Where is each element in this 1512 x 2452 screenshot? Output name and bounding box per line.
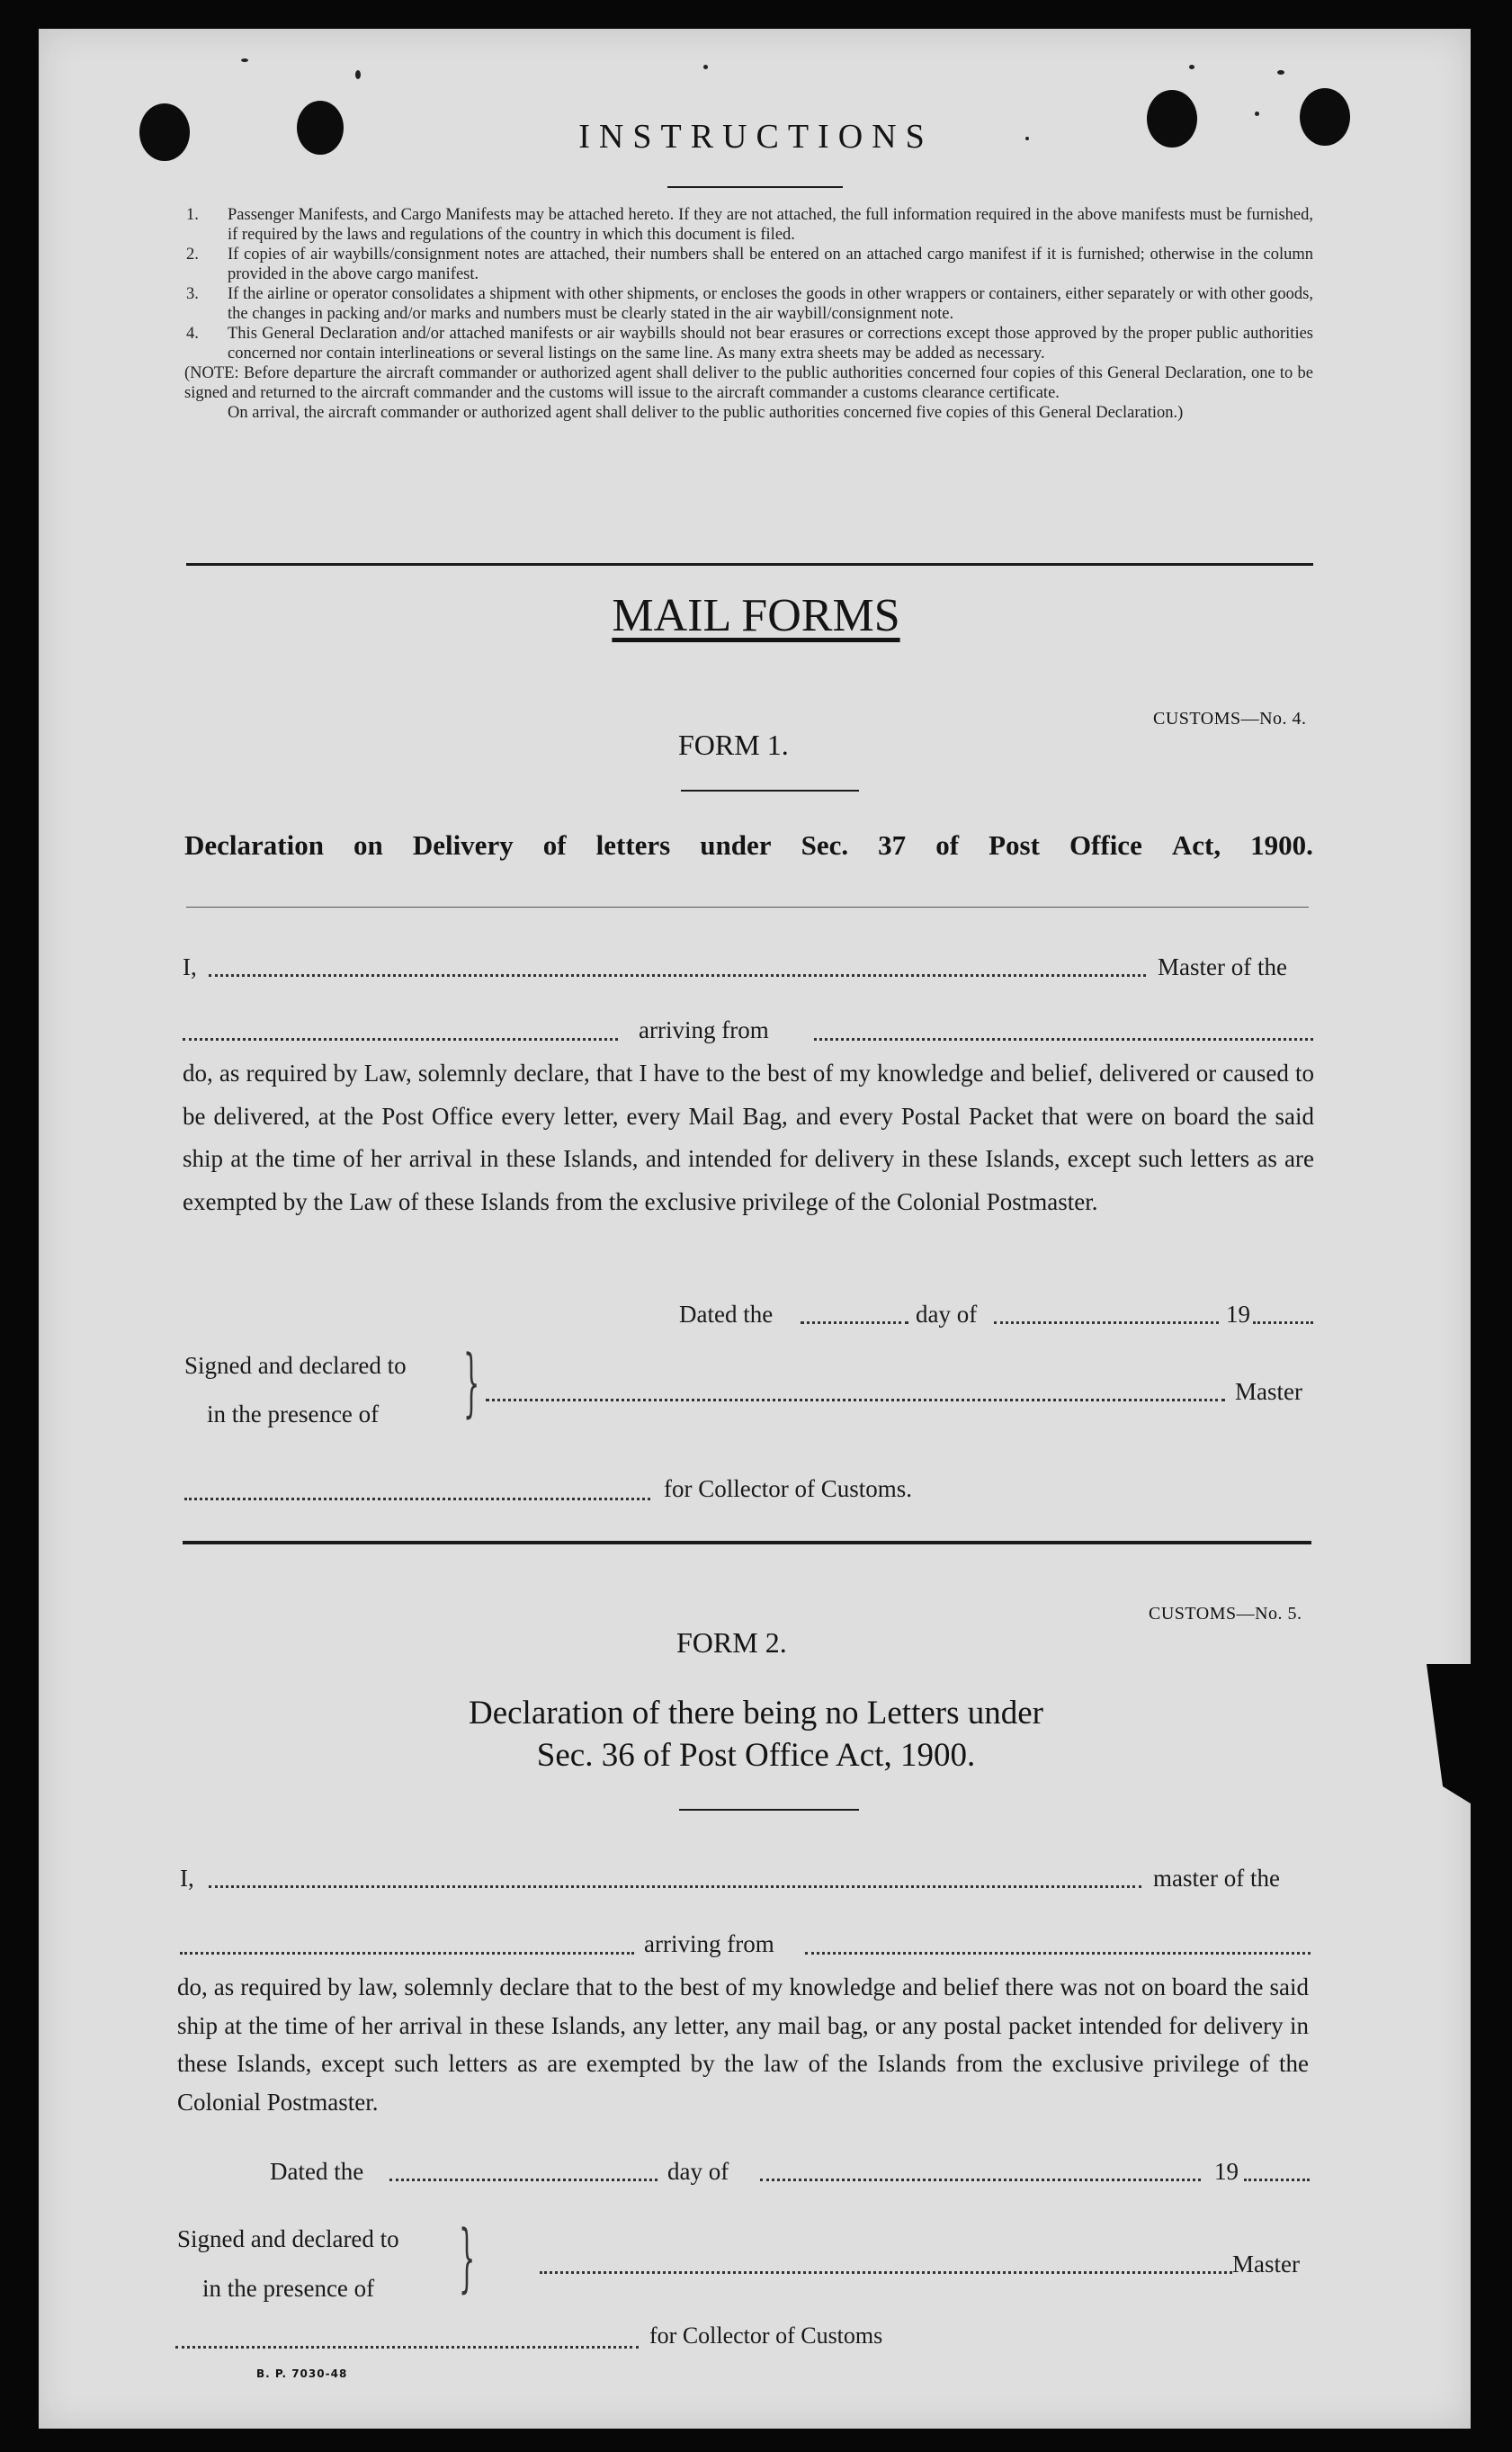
form2-day-field[interactable]	[389, 2179, 658, 2181]
speck	[241, 58, 248, 62]
form2-master-label: Master	[1232, 2251, 1300, 2277]
form1-dated-the: Dated the	[679, 1301, 774, 1328]
form2-brace: }	[459, 2215, 476, 2301]
mail-forms-title: MAIL FORMS	[612, 590, 900, 641]
form1-master-label: Master	[1235, 1378, 1302, 1405]
instructions-title: INSTRUCTIONS	[578, 118, 934, 156]
form1-heading-rule	[186, 907, 1309, 908]
form1-year-field[interactable]	[1253, 1321, 1313, 1324]
speck	[1255, 112, 1259, 116]
instructions-title-rule	[667, 186, 843, 188]
form1-ship-name-field[interactable]	[183, 1038, 618, 1041]
form1-arriving-from: arriving from	[639, 1016, 769, 1043]
form2-arriving-from: arriving from	[644, 1930, 774, 1957]
form1-title: FORM 1.	[678, 729, 789, 761]
form1-collector-field[interactable]	[184, 1498, 650, 1500]
form1-title-rule	[681, 790, 859, 792]
form1-customs-number: CUSTOMS—No. 4.	[1153, 709, 1307, 729]
form2-collector-field[interactable]	[175, 2346, 639, 2349]
form2-signature-field[interactable]	[540, 2271, 1232, 2274]
section-divider	[186, 563, 1313, 566]
form1-signature-field[interactable]	[486, 1399, 1225, 1401]
form1-i-label: I,	[183, 953, 197, 980]
form2-title: FORM 2.	[676, 1626, 787, 1659]
form1-master-of-the: Master of the	[1158, 953, 1287, 980]
form1-signed-line2: in the presence of	[207, 1401, 380, 1427]
form1-day-of: day of	[916, 1301, 978, 1328]
form2-declaration-line2: Sec. 36 of Post Office Act, 1900.	[536, 1737, 976, 1774]
form1-day-field[interactable]	[801, 1321, 908, 1324]
form2-origin-field[interactable]	[805, 1952, 1311, 1955]
form1-month-field[interactable]	[994, 1321, 1219, 1324]
footer-form-code: B. P. 7030-48	[256, 2367, 348, 2380]
form1-declaration-heading: Declaration on Delivery of letters under Sec. 37 of Post Office Act, 1900.	[184, 829, 1313, 861]
form2-declaration-line1: Declaration of there being no Letters under	[468, 1695, 1043, 1732]
form2-i-label: I,	[180, 1865, 194, 1892]
form1-signed-line1: Signed and declared to	[184, 1352, 407, 1379]
speck	[1277, 70, 1284, 75]
speck	[355, 70, 361, 79]
speck	[1189, 65, 1194, 69]
form2-signed-line1: Signed and declared to	[177, 2225, 399, 2252]
form2-signed-line2: in the presence of	[202, 2275, 375, 2302]
instruction-item: 4. This General Declaration and/or attached manifests or air waybills should not bear erasures or corrections except those approved by the proper public authorities concerned nor contain interlineations or several listings on the same line. As many extra sheets may be added as necessary.	[186, 325, 1313, 362]
instruction-item: 1. Passenger Manifests, and Cargo Manifests may be attached hereto. If they are not attached, the full information required in the above manifests must be furnished, if required by the laws and regulations of the country in which this document is filed.	[186, 206, 1313, 244]
form1-master-name-field[interactable]	[209, 974, 1146, 977]
form2-year-field[interactable]	[1244, 2179, 1310, 2181]
form2-year-prefix: 19	[1214, 2158, 1239, 2185]
instructions-list	[184, 205, 1313, 423]
instruction-item: 2. If copies of air waybills/consignment notes are attached, their numbers shall be entered on an attached cargo manifest if it is furnished; otherwise in the column provided in the above cargo manifest.	[186, 246, 1313, 283]
form2-master-of-the: master of the	[1153, 1865, 1280, 1892]
form2-ship-name-field[interactable]	[180, 1952, 634, 1955]
form1-year-prefix: 19	[1226, 1301, 1250, 1328]
form-divider	[183, 1541, 1311, 1544]
form1-collector-label: for Collector of Customs.	[664, 1475, 912, 1502]
form2-month-field[interactable]	[760, 2179, 1201, 2181]
instruction-item: 3. If the airline or operator consolidates a shipment with other shipments, or encloses the goods in other wrappers or containers, either separately or with other goods, the changes in packing and/or marks and numbers must be clearly stated in the air waybill/consignment note.	[186, 285, 1313, 323]
form1-declaration-paragraph: do, as required by Law, solemnly declare, that I have to the best of my knowledge and belief, delivered or caused to be delivered, at the Post Office every letter, every Mail Bag, and every Postal Packet that were on board the said ship at the time of her arrival in these Islands, and intended for delivery in these Islands, except such letters as are exempted by the Law of these Islands from the exclusive privilege of the Colonial Postmaster.	[183, 1060, 1314, 1215]
form2-customs-number: CUSTOMS—No. 5.	[1149, 1604, 1302, 1624]
form1-origin-field[interactable]	[814, 1038, 1313, 1041]
form2-title-rule	[679, 1809, 859, 1811]
form1-brace: }	[463, 1340, 480, 1426]
form2-declaration-paragraph: do, as required by law, solemnly declare that to the best of my knowledge and belief there was not on board the said ship at the time of her arrival in these Islands, any letter, any mail bag, or any postal packet intended for delivery in these Islands, except such letters as are exempted by the law of the Islands from the exclusive privilege of the Colonial Postmaster.	[177, 1973, 1309, 2116]
form2-dated-the: Dated the	[270, 2158, 364, 2185]
instruction-note-departure: (NOTE: Before departure the aircraft commander or authorized agent shall deliver to the public authorities concerned four copies of this General Declaration, one to be signed and returned to the aircraft commander and the customs will issue to the aircraft commander a customs clearance certificate.	[184, 364, 1313, 402]
form2-day-of: day of	[667, 2158, 729, 2185]
instruction-note-arrival: On arrival, the aircraft commander or authorized agent shall deliver to the public authorities concerned five copies of this General Declaration.)	[228, 404, 1184, 422]
speck	[703, 65, 708, 69]
form2-master-name-field[interactable]	[209, 1885, 1141, 1888]
form2-collector-label: for Collector of Customs	[649, 2322, 883, 2349]
